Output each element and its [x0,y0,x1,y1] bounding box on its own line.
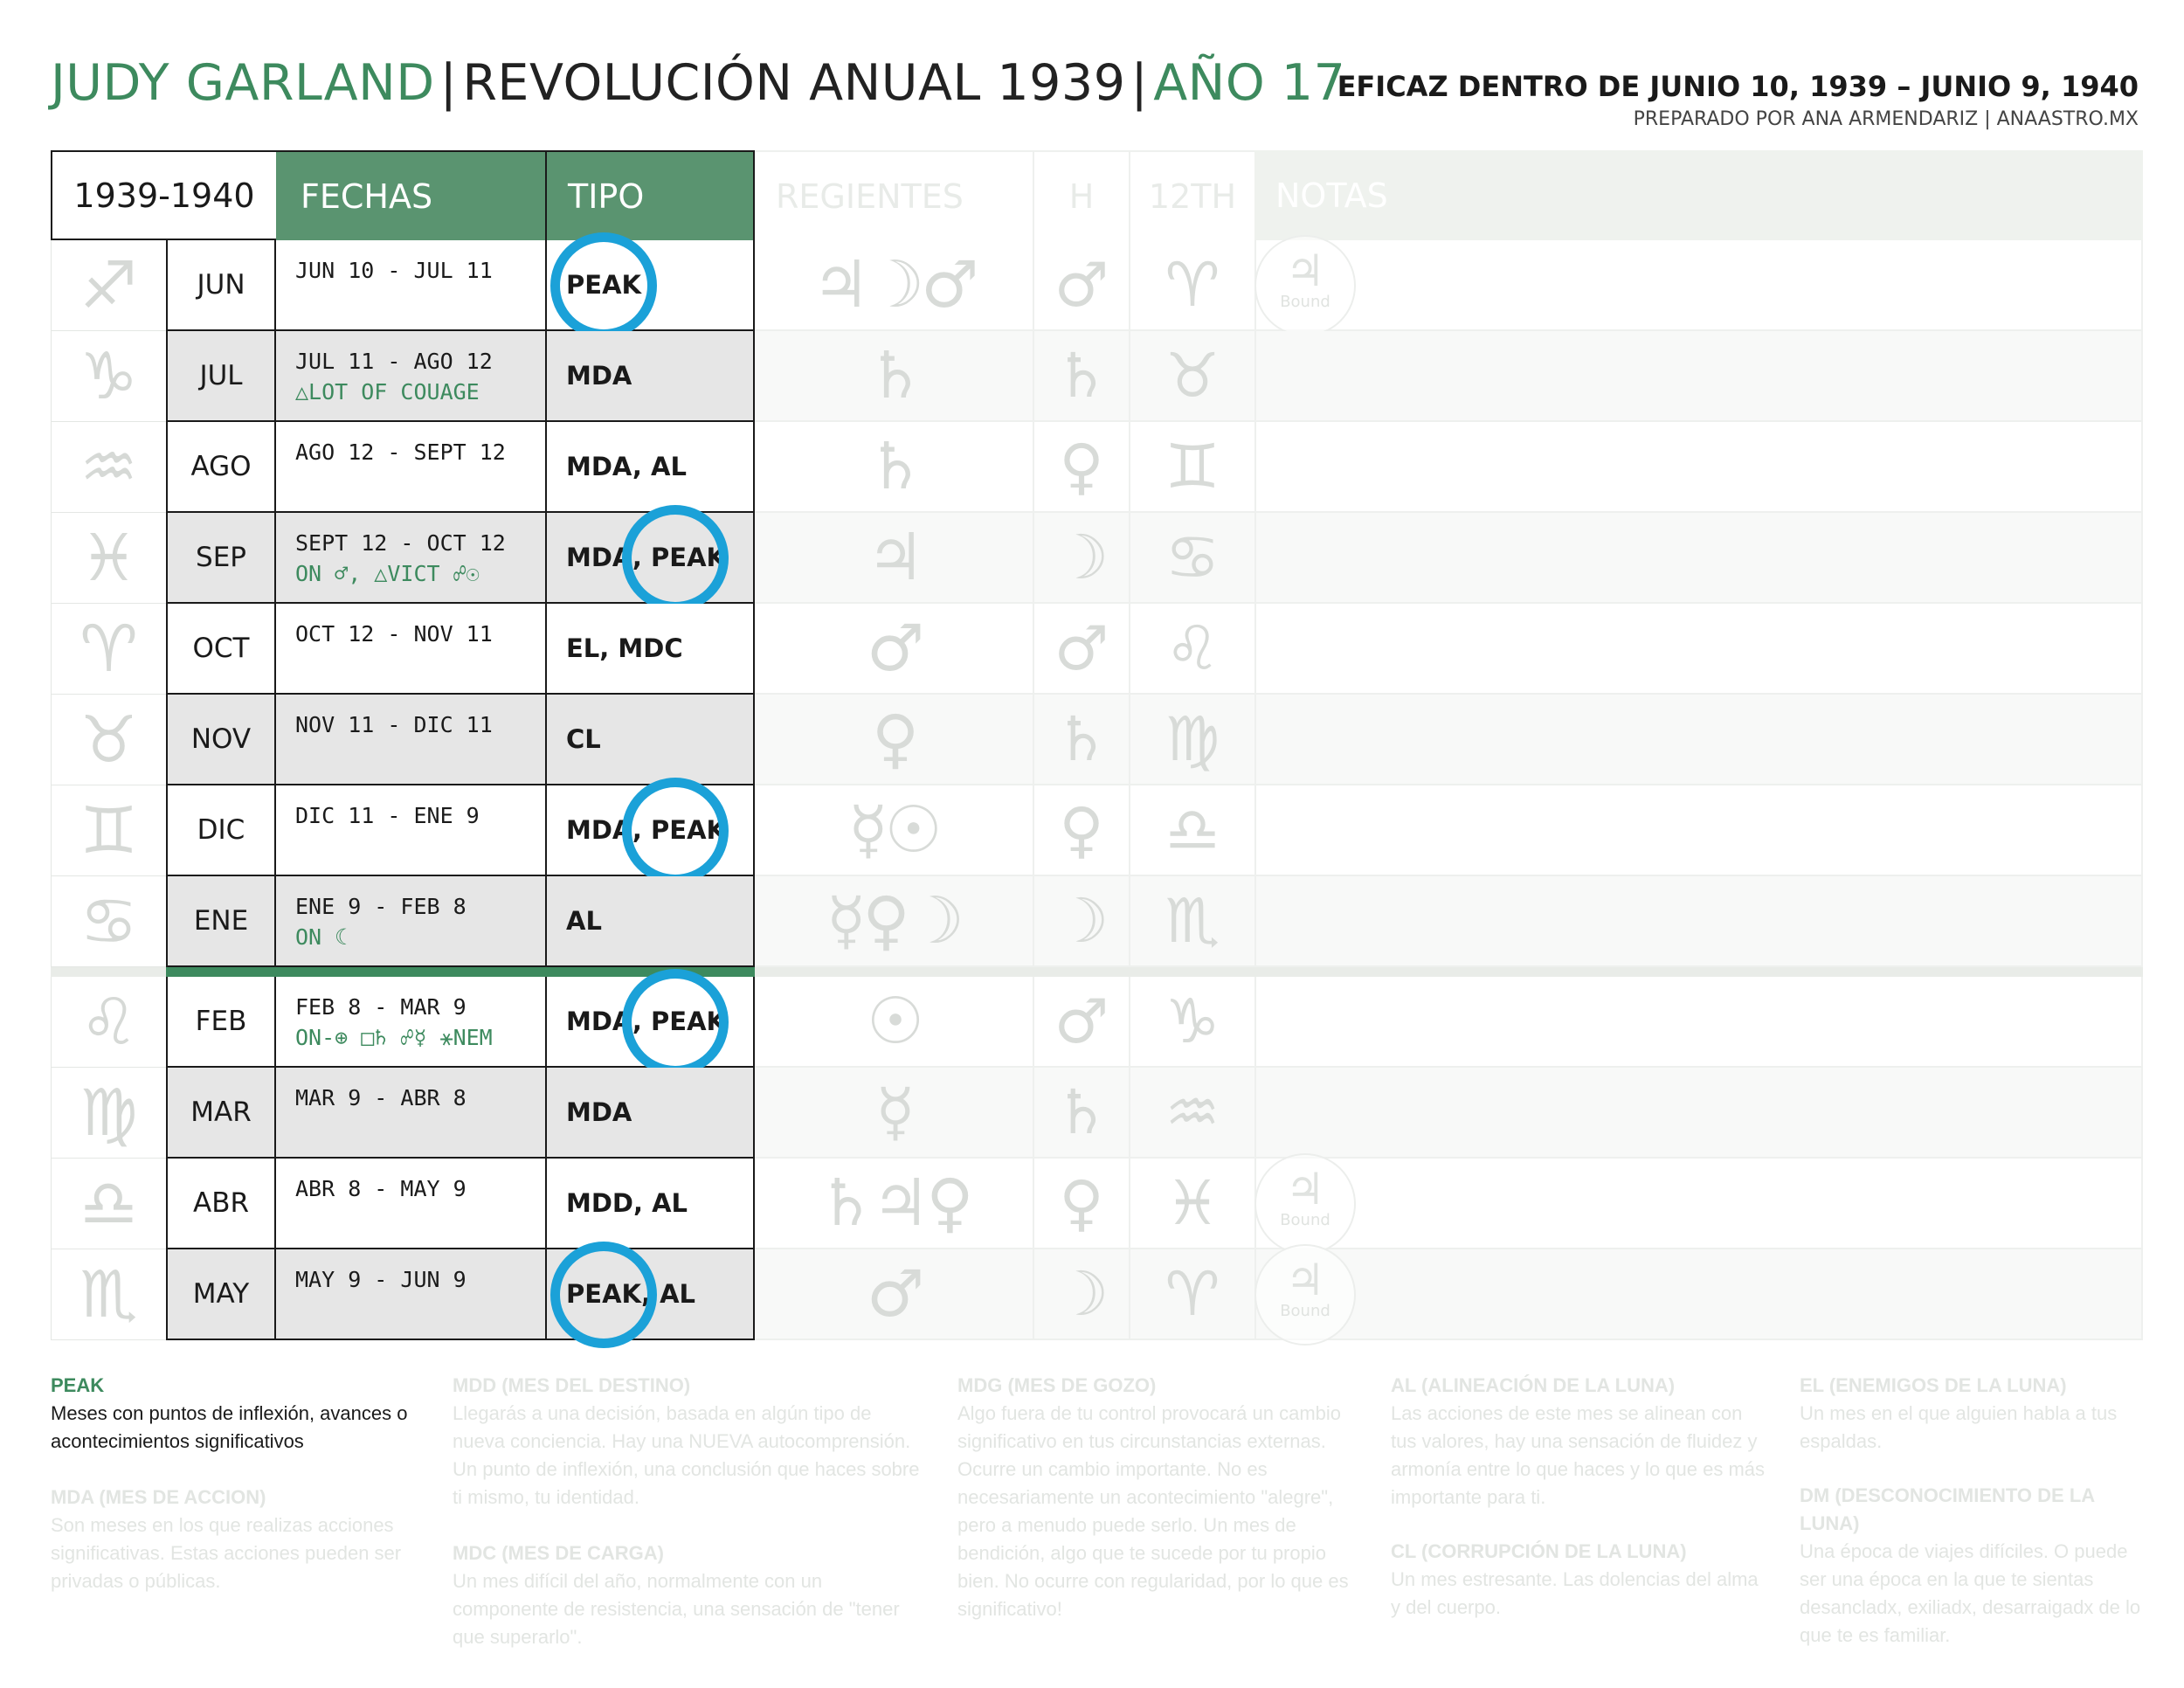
legend-cl [1391,1538,1766,1622]
zodiac-sign-icon: ♓ [51,513,166,604]
table-row [51,1068,2143,1159]
regents-cell: ♀ [755,695,1033,785]
dates-cell [276,1249,545,1340]
legend-el [1800,1372,2149,1456]
zodiac-sign-icon: ♋ [51,876,166,967]
notes-cell [1254,240,2143,331]
legend-title: MDA (MES DE ACCION) [51,1486,266,1508]
regents-cell: ☿ [755,1068,1033,1159]
house-ruler-cell: ♂ [1033,240,1129,331]
legend-text: Algo fuera de tu control provocará un cambio significativo en tus circunstancias externas. Ocurre un cambio importante. No es necesariamente un acontecimiento "alegre", pero a menudo puede serlo. Un mes de bendición, algo que te sucede por tu propio bien. No ocurre con regularidad, por lo que es significativo! [957,1402,1349,1620]
date-range: MAR 9 - ABR 8 [295,1085,467,1110]
dates-cell [276,422,545,513]
house-ruler-cell: ☽ [1033,1249,1129,1340]
month-cell: OCT [166,604,276,695]
tipo-cell: MDA, AL [545,422,755,513]
table-row [51,513,2143,604]
prepared-by: PREPARADO POR ANA ARMENDARIZ | ANAASTRO.MX [1633,108,2139,130]
house-ruler-cell: ♄ [1033,695,1129,785]
date-range: JUN 10 - JUL 11 [295,258,493,283]
twelfth-cell: ♑ [1129,977,1254,1068]
header-regientes: REGIENTES [755,150,1033,240]
legend-mdg [957,1372,1359,1623]
table-row [51,876,2143,967]
house-ruler-cell: ☽ [1033,513,1129,604]
semester-divider [51,967,2143,977]
header-notas: NOTAS [1254,150,2143,240]
house-ruler-cell: ♄ [1033,331,1129,422]
twelfth-cell: ♌ [1129,604,1254,695]
house-ruler-cell: ☽ [1033,876,1129,967]
legend-title: PEAK [51,1374,105,1396]
zodiac-sign-icon: ♐ [51,240,166,331]
regents-cell: ☿☉ [755,785,1033,876]
bound-label: Bound [1280,1302,1330,1320]
table-row [51,604,2143,695]
regents-cell: ♄♃♀ [755,1159,1033,1249]
month-cell: MAY [166,1249,276,1340]
date-note: ON ♂, △VICT ☍☉ [295,561,480,586]
month-cell: FEB [166,977,276,1068]
month-cell: AGO [166,422,276,513]
jupiter-icon: ♃ [1285,1164,1325,1214]
zodiac-sign-icon: ♑ [51,331,166,422]
zodiac-sign-icon: ♏ [51,1249,166,1340]
page-title [51,54,1345,112]
dates-cell [276,695,545,785]
twelfth-cell: ♒ [1129,1068,1254,1159]
tipo-cell: PEAK, AL [545,1249,755,1340]
regents-cell: ♂ [755,1249,1033,1340]
date-range: ABR 8 - MAY 9 [295,1176,467,1201]
table-row [51,1249,2143,1340]
month-cell: ABR [166,1159,276,1249]
dates-cell [276,513,545,604]
title-separator: | [439,54,458,112]
tipo-cell: CL [545,695,755,785]
zodiac-sign-icon: ♉ [51,695,166,785]
legend-al [1391,1372,1766,1512]
date-range: MAY 9 - JUN 9 [295,1267,467,1292]
year-label: AÑO 17 [1153,54,1346,112]
title-separator: | [1130,54,1149,112]
header-12th: 12TH [1129,150,1254,240]
date-range: AGO 12 - SEPT 12 [295,439,506,465]
house-ruler-cell: ♂ [1033,604,1129,695]
tipo-cell: MDD, AL [545,1159,755,1249]
twelfth-cell: ♉ [1129,331,1254,422]
date-range: SEPT 12 - OCT 12 [295,530,506,556]
legend-title: AL (ALINEACIÓN DE LA LUNA) [1391,1374,1676,1396]
dates-cell [276,785,545,876]
regents-cell: ♄ [755,422,1033,513]
notes-cell [1254,977,2143,1068]
legend-text: Son meses en los que realizas acciones significativas. Estas acciones pueden ser privadas o públicas. [51,1514,402,1592]
legend-text: Una época de viajes difíciles. O puede ser una época en la que te sientas desancladx, exiliadx, desarraigadx de lo que te es familiar. [1800,1540,2141,1646]
month-cell: JUL [166,331,276,422]
regents-cell: ♄ [755,331,1033,422]
legend-text: Las acciones de este mes se alinean con tus valores, hay una sensación de fluidez y armonía entre lo que haces y lo que es más importante para ti. [1391,1402,1766,1508]
zodiac-sign-icon: ♎ [51,1159,166,1249]
legend-peak [51,1372,435,1456]
date-note: △LOT OF COUAGE [295,379,480,405]
revolution-title: REVOLUCIÓN ANUAL 1939 [462,54,1126,112]
month-cell: MAR [166,1068,276,1159]
jupiter-icon: ♃ [1285,246,1325,296]
month-cell: JUN [166,240,276,331]
jupiter-bound-badge [1254,235,1356,336]
date-range: JUL 11 - AGO 12 [295,349,493,374]
tipo-cell: PEAK [545,240,755,331]
house-ruler-cell: ♀ [1033,422,1129,513]
month-cell: SEP [166,513,276,604]
twelfth-cell: ♎ [1129,785,1254,876]
notes-cell [1254,1249,2143,1340]
tipo-cell: MDA, PEAK [545,513,755,604]
notes-cell [1254,422,2143,513]
dates-cell [276,977,545,1068]
tipo-cell: MDA, PEAK [545,785,755,876]
legend-mdc [453,1539,929,1651]
notes-cell [1254,331,2143,422]
month-cell: ENE [166,876,276,967]
table-row [51,977,2143,1068]
notes-cell [1254,785,2143,876]
dates-cell [276,876,545,967]
legend-title: DM (DESCONOCIMIENTO DE LA LUNA) [1800,1484,2095,1534]
zodiac-sign-icon: ♈ [51,604,166,695]
twelfth-cell: ♍ [1129,695,1254,785]
table-row [51,785,2143,876]
tipo-cell: MDA [545,331,755,422]
header-fechas: FECHAS [276,150,545,240]
table-row [51,1159,2143,1249]
date-range: OCT 12 - NOV 11 [295,621,493,647]
date-note: ON-⊕ □♄ ☍☿ ⚹NEM [295,1025,493,1050]
tipo-cell: MDA, PEAK [545,977,755,1068]
legend-title: MDC (MES DE CARGA) [453,1542,664,1564]
notes-cell [1254,876,2143,967]
house-ruler-cell: ♀ [1033,1159,1129,1249]
dates-cell [276,1068,545,1159]
legend-title: MDD (MES DEL DESTINO) [453,1374,691,1396]
date-range: FEB 8 - MAR 9 [295,994,467,1020]
date-range: DIC 11 - ENE 9 [295,803,480,828]
house-ruler-cell: ♀ [1033,785,1129,876]
jupiter-bound-badge [1254,1244,1356,1346]
revolution-table [51,150,2143,1332]
dates-cell [276,240,545,331]
table-row [51,240,2143,331]
bound-label: Bound [1280,293,1330,311]
notes-cell [1254,513,2143,604]
jupiter-bound-badge [1254,1153,1356,1255]
regents-cell: ☿♀☽ [755,876,1033,967]
legend-mda [51,1484,435,1595]
legend-dm [1800,1482,2149,1650]
jupiter-icon: ♃ [1285,1255,1325,1305]
legend-title: MDG (MES DE GOZO) [957,1374,1157,1396]
legend-title: CL (CORRUPCIÓN DE LA LUNA) [1391,1540,1687,1562]
zodiac-sign-icon: ♍ [51,1068,166,1159]
house-ruler-cell: ♂ [1033,977,1129,1068]
table-row [51,331,2143,422]
table-row [51,422,2143,513]
dates-cell [276,604,545,695]
semester-divider-accent [166,967,755,977]
zodiac-sign-icon: ♌ [51,977,166,1068]
twelfth-cell: ♋ [1129,513,1254,604]
twelfth-cell: ♈ [1129,240,1254,331]
regents-cell: ♃ [755,513,1033,604]
bound-label: Bound [1280,1211,1330,1229]
twelfth-cell: ♏ [1129,876,1254,967]
date-range: ENE 9 - FEB 8 [295,894,467,919]
header-tipo: TIPO [545,150,755,240]
client-name: JUDY GARLAND [51,54,435,112]
twelfth-cell: ♓ [1129,1159,1254,1249]
date-note: ON ☾ [295,924,349,950]
legend-mdd [453,1372,929,1512]
legend-text: Un mes en el que alguien habla a tus espaldas. [1800,1402,2118,1452]
legend-text: Llegarás a una decisión, basada en algún tipo de nueva conciencia. Hay una NUEVA autocomprensión. Un punto de inflexión, una conclusión que haces sobre ti mismo, tu identidad. [453,1402,920,1508]
tipo-cell: AL [545,876,755,967]
zodiac-sign-icon: ♊ [51,785,166,876]
notes-cell [1254,1068,2143,1159]
date-range: NOV 11 - DIC 11 [295,712,493,737]
regents-cell: ☉ [755,977,1033,1068]
twelfth-cell: ♈ [1129,1249,1254,1340]
tipo-cell: MDA [545,1068,755,1159]
twelfth-cell: ♊ [1129,422,1254,513]
notes-cell [1254,1159,2143,1249]
dates-cell [276,1159,545,1249]
notes-cell [1254,604,2143,695]
month-cell: DIC [166,785,276,876]
table-row [51,695,2143,785]
legend-text: Un mes difícil del año, normalmente con un componente de resistencia, una sensación de "tener que superarlo". [453,1570,900,1648]
header-h: H [1033,150,1129,240]
month-cell: NOV [166,695,276,785]
notes-cell [1254,695,2143,785]
effective-dates: EFICAZ DENTRO DE JUNIO 10, 1939 – JUNIO 9, 1940 [1337,70,2139,103]
legend-text: Un mes estresante. Las dolencias del alma y del cuerpo. [1391,1568,1759,1618]
header-year: 1939-1940 [51,150,276,240]
house-ruler-cell: ♄ [1033,1068,1129,1159]
legend-title: EL (ENEMIGOS DE LA LUNA) [1800,1374,2067,1396]
regents-cell: ♂ [755,604,1033,695]
tipo-cell: EL, MDC [545,604,755,695]
zodiac-sign-icon: ♒ [51,422,166,513]
legend-text: Meses con puntos de inflexión, avances o acontecimientos significativos [51,1402,408,1452]
regents-cell: ♃☽♂ [755,240,1033,331]
dates-cell [276,331,545,422]
